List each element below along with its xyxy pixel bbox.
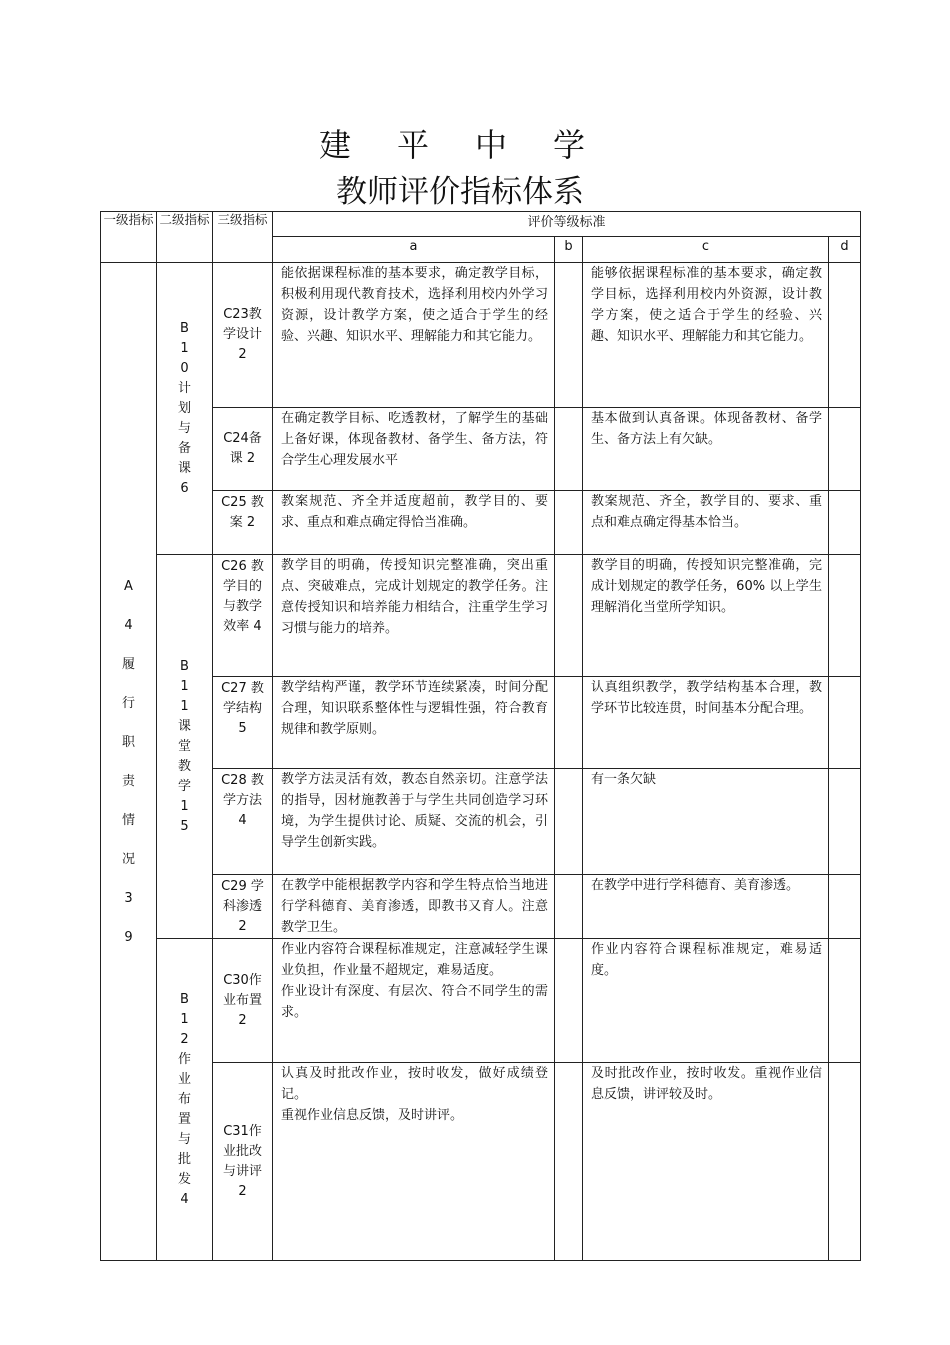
c27-grade-d	[829, 677, 861, 769]
c25-indicator: C25 教案 2	[213, 491, 273, 555]
c27-grade-a: 教学结构严谨，教学环节连续紧凑，时间分配合理，知识联系整体性与逻辑性强，符合教育规律和教学原则。	[273, 677, 555, 769]
c24-grade-d	[829, 408, 861, 491]
c29-grade-c: 在教学中进行学科德育、美育渗透。	[583, 875, 829, 939]
c30-grade-b	[555, 939, 583, 1063]
c26-grade-a: 教学目的明确，传授知识完整准确，突出重点、突破难点，完成计划规定的教学任务。注意传授知识和培养能力相结合，注重学生学习习惯与能力的培养。	[273, 555, 555, 677]
c28-grade-b	[555, 769, 583, 875]
document-title: 教师评价指标体系	[336, 174, 584, 210]
c29-grade-d	[829, 875, 861, 939]
level2-b10	[157, 263, 213, 555]
c31-grade-b	[555, 1063, 583, 1261]
a4-score: 39	[124, 890, 133, 945]
c27-grade-b	[555, 677, 583, 769]
a4-code: A4	[124, 578, 133, 633]
c31-grade-a-line2: 重视作业信息反馈，及时讲评。	[281, 1108, 464, 1123]
c26-grade-d	[829, 555, 861, 677]
c24-grade-b	[555, 408, 583, 491]
c27-grade-c: 认真组织教学，教学结构基本合理，教学环节比较连贯，时间基本分配合理。	[583, 677, 829, 769]
header-standard: 评价等级标准	[273, 212, 861, 237]
b10-name: 计划与备课	[177, 380, 191, 476]
c23-grade-b	[555, 263, 583, 408]
grade-b-header: b	[555, 237, 583, 263]
c29-grade-b	[555, 875, 583, 939]
c25-grade-b	[555, 491, 583, 555]
c31-indicator: C31作业批改与讲评 2	[213, 1063, 273, 1261]
grade-c-header: c	[583, 237, 829, 263]
c25-grade-c: 教案规范、齐全，教学目的、要求、重点和难点确定得基本恰当。	[583, 491, 829, 555]
c28-grade-a: 教学方法灵活有效，教态自然亲切。注意学法的指导，因材施教善于与学生共同创造学习环境，为学生提供讨论、质疑、交流的机会，引导学生创新实践。	[273, 769, 555, 875]
grade-a-header: a	[273, 237, 555, 263]
c24-grade-a: 在确定教学目标、吃透教材，了解学生的基础上备好课，体现备教材、备学生、备方法，符合学生心理发展水平	[273, 408, 555, 491]
header-level1: 一级指标	[101, 212, 157, 263]
c26-indicator: C26 教学目的与教学效率 4	[213, 555, 273, 677]
c30-grade-d	[829, 939, 861, 1063]
c25-grade-d	[829, 491, 861, 555]
c26-grade-b	[555, 555, 583, 677]
c31-grade-a	[273, 1063, 555, 1261]
grade-d-header: d	[829, 237, 861, 263]
b11-score: 15	[180, 798, 189, 834]
c30-indicator: C30作业布置 2	[213, 939, 273, 1063]
c31-grade-a-line1: 认真及时批改作业，按时收发，做好成绩登记。	[281, 1066, 548, 1102]
c28-grade-c: 有一条欠缺	[583, 769, 829, 875]
level2-b12	[157, 939, 213, 1261]
c30-grade-c: 作业内容符合课程标准规定，难易适度。	[583, 939, 829, 1063]
level1-a4	[101, 263, 157, 1261]
b12-name: 作业布置与批发	[177, 1051, 191, 1187]
b10-score: 6	[180, 480, 189, 496]
b12-code: B12	[180, 991, 189, 1047]
c30-grade-a-line2: 作业设计有深度、有层次、符合不同学生的需求。	[281, 984, 548, 1020]
b11-code: B11	[180, 658, 189, 714]
c23-grade-a: 能依据课程标准的基本要求，确定教学目标，积极利用现代教育技术，选择利用校内外学习资源，设计教学方案，使之适合于学生的经验、兴趣、知识水平、理解能力和其它能力。	[273, 263, 555, 408]
c28-grade-d	[829, 769, 861, 875]
header-level3: 三级指标	[213, 212, 273, 263]
c26-grade-c: 教学目的明确，传授知识完整准确，完成计划规定的教学任务，60% 以上学生理解消化当堂所学知识。	[583, 555, 829, 677]
c29-indicator: C29 学科渗透 2	[213, 875, 273, 939]
level2-b11	[157, 555, 213, 939]
c24-grade-c: 基本做到认真备课。体现备教材、备学生、备方法上有欠缺。	[583, 408, 829, 491]
evaluation-table	[100, 211, 861, 1261]
a4-name: 履行职责情况	[121, 656, 135, 867]
c25-grade-a: 教案规范、齐全并适度超前，教学目的、要求、重点和难点确定得恰当准确。	[273, 491, 555, 555]
c27-indicator: C27 教学结构 5	[213, 677, 273, 769]
c29-grade-a: 在教学中能根据教学内容和学生特点恰当地进行学科德育、美育渗透，即教书又育人。注意教学卫生。	[273, 875, 555, 939]
c23-indicator: C23教学设计 2	[213, 263, 273, 408]
c23-grade-c: 能够依据课程标准的基本要求，确定教学目标，选择利用校内外资源，设计教学方案，使之适合于学生的经验、兴趣、知识水平、理解能力和其它能力。	[583, 263, 829, 408]
b11-name: 课堂教学	[177, 718, 191, 794]
c31-grade-d	[829, 1063, 861, 1261]
c30-grade-a	[273, 939, 555, 1063]
c24-indicator: C24备课 2	[213, 408, 273, 491]
c31-grade-c: 及时批改作业，按时收发。重视作业信息反馈，讲评较及时。	[583, 1063, 829, 1261]
c28-indicator: C28 教学方法 4	[213, 769, 273, 875]
school-title: 建平中学	[318, 126, 631, 164]
b12-score: 4	[180, 1191, 189, 1207]
c30-grade-a-line1: 作业内容符合课程标准规定，注意减轻学生课业负担，作业量不超规定，难易适度。	[281, 942, 548, 978]
header-level2: 二级指标	[157, 212, 213, 263]
c23-grade-d	[829, 263, 861, 408]
b10-code: B10	[180, 320, 189, 376]
